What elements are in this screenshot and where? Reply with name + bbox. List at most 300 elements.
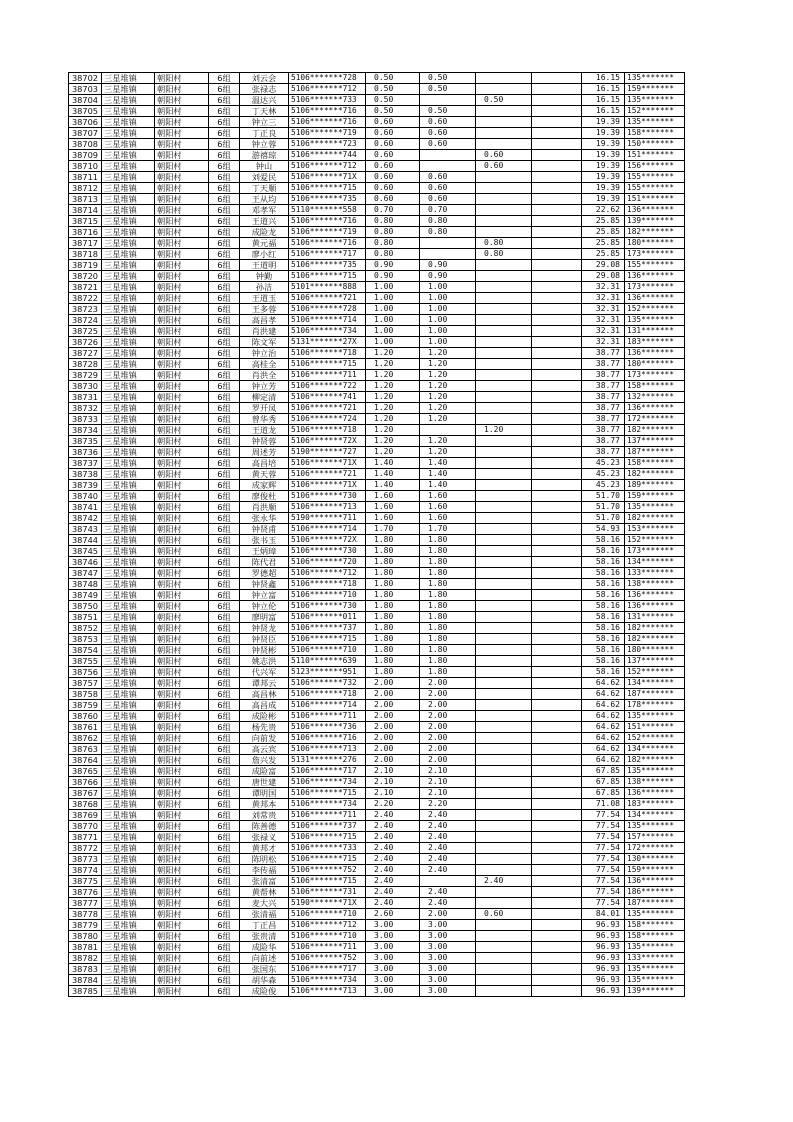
town-cell: 三星堆镇 xyxy=(102,128,155,139)
id-number-cell: 5106*******712 xyxy=(289,84,366,95)
serial-cell: 38761 xyxy=(69,722,102,733)
id-number-cell: 5106*******712 xyxy=(289,920,366,931)
area-col3-cell xyxy=(476,128,532,139)
table-row xyxy=(69,942,685,953)
group-cell: 6组 xyxy=(209,766,240,777)
area-col2-cell: 1.40 xyxy=(420,458,476,469)
amount-cell: 58.16 xyxy=(582,634,625,645)
village-cell: 朝阳村 xyxy=(155,469,209,480)
group-cell: 6组 xyxy=(209,590,240,601)
table-row xyxy=(69,909,685,920)
table-row xyxy=(69,524,685,535)
phone-cell: 182******* xyxy=(625,634,685,645)
name-cell: 钟贤蓉 xyxy=(240,436,289,447)
area-total-cell: 1.20 xyxy=(366,403,420,414)
group-cell: 6组 xyxy=(209,326,240,337)
area-col4-cell xyxy=(532,326,582,337)
group-cell: 6组 xyxy=(209,161,240,172)
serial-cell: 38744 xyxy=(69,535,102,546)
village-cell: 朝阳村 xyxy=(155,909,209,920)
id-number-cell: 5106*******710 xyxy=(289,645,366,656)
table-row xyxy=(69,205,685,216)
area-total-cell: 0.80 xyxy=(366,216,420,227)
serial-cell: 38785 xyxy=(69,986,102,997)
table-row xyxy=(69,359,685,370)
serial-cell: 38725 xyxy=(69,326,102,337)
area-col2-cell: 1.20 xyxy=(420,359,476,370)
serial-cell: 38754 xyxy=(69,645,102,656)
village-cell: 朝阳村 xyxy=(155,898,209,909)
village-cell: 朝阳村 xyxy=(155,117,209,128)
amount-cell: 54.93 xyxy=(582,524,625,535)
area-total-cell: 1.60 xyxy=(366,491,420,502)
name-cell: 周述芳 xyxy=(240,447,289,458)
area-col2-cell: 0.90 xyxy=(420,260,476,271)
id-number-cell: 5106*******731 xyxy=(289,887,366,898)
town-cell: 三星堆镇 xyxy=(102,392,155,403)
area-total-cell: 1.40 xyxy=(366,469,420,480)
village-cell: 朝阳村 xyxy=(155,304,209,315)
name-cell: 代兴军 xyxy=(240,667,289,678)
area-col2-cell: 0.60 xyxy=(420,117,476,128)
amount-cell: 25.85 xyxy=(582,216,625,227)
name-cell: 丁天林 xyxy=(240,106,289,117)
phone-cell: 158******* xyxy=(625,920,685,931)
group-cell: 6组 xyxy=(209,535,240,546)
id-number-cell: 5106*******714 xyxy=(289,700,366,711)
id-number-cell: 5190*******711 xyxy=(289,513,366,524)
phone-cell: 183******* xyxy=(625,337,685,348)
area-col4-cell xyxy=(532,612,582,623)
amount-cell: 64.62 xyxy=(582,744,625,755)
phone-cell: 158******* xyxy=(625,381,685,392)
town-cell: 三星堆镇 xyxy=(102,535,155,546)
serial-cell: 38741 xyxy=(69,502,102,513)
group-cell: 6组 xyxy=(209,502,240,513)
area-total-cell: 0.60 xyxy=(366,183,420,194)
phone-cell: 173******* xyxy=(625,370,685,381)
id-number-cell: 5106*******71X xyxy=(289,458,366,469)
village-cell: 朝阳村 xyxy=(155,975,209,986)
table-row xyxy=(69,777,685,788)
group-cell: 6组 xyxy=(209,887,240,898)
area-col3-cell xyxy=(476,260,532,271)
id-number-cell: 5106*******712 xyxy=(289,161,366,172)
town-cell: 三星堆镇 xyxy=(102,843,155,854)
group-cell: 6组 xyxy=(209,238,240,249)
area-col3-cell xyxy=(476,975,532,986)
village-cell: 朝阳村 xyxy=(155,348,209,359)
table-row xyxy=(69,535,685,546)
village-cell: 朝阳村 xyxy=(155,227,209,238)
id-number-cell: 5106*******711 xyxy=(289,810,366,821)
area-col2-cell xyxy=(420,249,476,260)
id-number-cell: 5106*******728 xyxy=(289,73,366,84)
group-cell: 6组 xyxy=(209,480,240,491)
area-col3-cell xyxy=(476,172,532,183)
area-col4-cell xyxy=(532,975,582,986)
serial-cell: 38772 xyxy=(69,843,102,854)
id-number-cell: 5106*******718 xyxy=(289,348,366,359)
village-cell: 朝阳村 xyxy=(155,480,209,491)
group-cell: 6组 xyxy=(209,392,240,403)
area-col2-cell: 2.00 xyxy=(420,733,476,744)
amount-cell: 58.16 xyxy=(582,656,625,667)
table-row xyxy=(69,546,685,557)
table-row xyxy=(69,403,685,414)
serial-cell: 38734 xyxy=(69,425,102,436)
name-cell: 陈文军 xyxy=(240,337,289,348)
serial-cell: 38748 xyxy=(69,579,102,590)
serial-cell: 38773 xyxy=(69,854,102,865)
area-col2-cell: 1.00 xyxy=(420,304,476,315)
amount-cell: 19.39 xyxy=(582,128,625,139)
group-cell: 6组 xyxy=(209,612,240,623)
area-col4-cell xyxy=(532,854,582,865)
area-col3-cell: 0.80 xyxy=(476,249,532,260)
area-total-cell: 2.00 xyxy=(366,700,420,711)
amount-cell: 32.31 xyxy=(582,337,625,348)
phone-cell: 135******* xyxy=(625,975,685,986)
amount-cell: 32.31 xyxy=(582,315,625,326)
area-total-cell: 1.40 xyxy=(366,458,420,469)
table-row xyxy=(69,326,685,337)
id-number-cell: 5106*******710 xyxy=(289,590,366,601)
area-col3-cell xyxy=(476,447,532,458)
area-col2-cell: 1.80 xyxy=(420,590,476,601)
town-cell: 三星堆镇 xyxy=(102,524,155,535)
amount-cell: 38.77 xyxy=(582,447,625,458)
table-row xyxy=(69,249,685,260)
village-cell: 朝阳村 xyxy=(155,986,209,997)
phone-cell: 150******* xyxy=(625,139,685,150)
village-cell: 朝阳村 xyxy=(155,788,209,799)
village-cell: 朝阳村 xyxy=(155,194,209,205)
area-col3-cell: 1.20 xyxy=(476,425,532,436)
table-row xyxy=(69,678,685,689)
phone-cell: 156******* xyxy=(625,161,685,172)
name-cell: 黄帮林 xyxy=(240,887,289,898)
id-number-cell: 5106*******737 xyxy=(289,821,366,832)
area-col3-cell: 0.60 xyxy=(476,909,532,920)
area-total-cell: 2.10 xyxy=(366,766,420,777)
phone-cell: 152******* xyxy=(625,106,685,117)
village-cell: 朝阳村 xyxy=(155,293,209,304)
amount-cell: 96.93 xyxy=(582,964,625,975)
amount-cell: 19.39 xyxy=(582,117,625,128)
amount-cell: 71.08 xyxy=(582,799,625,810)
name-cell: 黄邦本 xyxy=(240,799,289,810)
area-col4-cell xyxy=(532,183,582,194)
name-cell: 钟立三 xyxy=(240,117,289,128)
area-col3-cell xyxy=(476,931,532,942)
area-col3-cell xyxy=(476,293,532,304)
area-col4-cell xyxy=(532,689,582,700)
town-cell: 三星堆镇 xyxy=(102,799,155,810)
village-cell: 朝阳村 xyxy=(155,612,209,623)
area-total-cell: 2.00 xyxy=(366,678,420,689)
area-col3-cell xyxy=(476,755,532,766)
table-row xyxy=(69,260,685,271)
village-cell: 朝阳村 xyxy=(155,876,209,887)
area-col3-cell xyxy=(476,722,532,733)
phone-cell: 130******* xyxy=(625,854,685,865)
area-col4-cell xyxy=(532,337,582,348)
table-row xyxy=(69,216,685,227)
phone-cell: 182******* xyxy=(625,623,685,634)
area-col4-cell xyxy=(532,425,582,436)
area-col2-cell: 0.80 xyxy=(420,216,476,227)
area-total-cell: 2.40 xyxy=(366,887,420,898)
area-col3-cell: 2.40 xyxy=(476,876,532,887)
area-col4-cell xyxy=(532,469,582,480)
area-col4-cell xyxy=(532,777,582,788)
id-number-cell: 5106*******733 xyxy=(289,95,366,106)
area-col3-cell xyxy=(476,282,532,293)
village-cell: 朝阳村 xyxy=(155,161,209,172)
area-col2-cell: 1.20 xyxy=(420,403,476,414)
area-col2-cell: 2.00 xyxy=(420,689,476,700)
id-number-cell: 5106*******737 xyxy=(289,623,366,634)
village-cell: 朝阳村 xyxy=(155,458,209,469)
serial-cell: 38769 xyxy=(69,810,102,821)
group-cell: 6组 xyxy=(209,975,240,986)
table-row xyxy=(69,667,685,678)
name-cell: 钟贤鑫 xyxy=(240,579,289,590)
phone-cell: 159******* xyxy=(625,865,685,876)
serial-cell: 38706 xyxy=(69,117,102,128)
phone-cell: 173******* xyxy=(625,546,685,557)
id-number-cell: 5106*******741 xyxy=(289,392,366,403)
area-total-cell: 1.20 xyxy=(366,348,420,359)
name-cell: 谭邦云 xyxy=(240,678,289,689)
group-cell: 6组 xyxy=(209,634,240,645)
village-cell: 朝阳村 xyxy=(155,315,209,326)
area-col3-cell xyxy=(476,766,532,777)
area-col4-cell xyxy=(532,414,582,425)
table-row xyxy=(69,920,685,931)
area-col2-cell: 1.20 xyxy=(420,414,476,425)
area-col4-cell xyxy=(532,865,582,876)
id-number-cell: 5106*******715 xyxy=(289,271,366,282)
phone-cell: 131******* xyxy=(625,612,685,623)
phone-cell: 155******* xyxy=(625,172,685,183)
area-col2-cell: 1.20 xyxy=(420,348,476,359)
area-total-cell: 2.10 xyxy=(366,777,420,788)
amount-cell: 38.77 xyxy=(582,403,625,414)
phone-cell: 182******* xyxy=(625,513,685,524)
area-col3-cell xyxy=(476,656,532,667)
town-cell: 三星堆镇 xyxy=(102,359,155,370)
area-total-cell: 2.00 xyxy=(366,733,420,744)
serial-cell: 38714 xyxy=(69,205,102,216)
id-number-cell: 5106*******716 xyxy=(289,106,366,117)
id-number-cell: 5106*******72X xyxy=(289,535,366,546)
area-total-cell: 1.00 xyxy=(366,337,420,348)
amount-cell: 84.01 xyxy=(582,909,625,920)
area-col4-cell xyxy=(532,568,582,579)
group-cell: 6组 xyxy=(209,128,240,139)
id-number-cell: 5106*******715 xyxy=(289,359,366,370)
town-cell: 三星堆镇 xyxy=(102,711,155,722)
town-cell: 三星堆镇 xyxy=(102,183,155,194)
area-col2-cell: 1.80 xyxy=(420,645,476,656)
area-col2-cell: 3.00 xyxy=(420,931,476,942)
area-col3-cell xyxy=(476,227,532,238)
id-number-cell: 5106*******713 xyxy=(289,986,366,997)
phone-cell: 134******* xyxy=(625,678,685,689)
area-col3-cell xyxy=(476,579,532,590)
area-col2-cell: 2.20 xyxy=(420,799,476,810)
id-number-cell: 5106*******717 xyxy=(289,964,366,975)
phone-cell: 187******* xyxy=(625,898,685,909)
table-row xyxy=(69,733,685,744)
area-total-cell: 2.00 xyxy=(366,711,420,722)
group-cell: 6组 xyxy=(209,601,240,612)
amount-cell: 51.70 xyxy=(582,502,625,513)
table-row xyxy=(69,557,685,568)
area-col4-cell xyxy=(532,667,582,678)
area-col3-cell xyxy=(476,392,532,403)
table-row xyxy=(69,887,685,898)
area-col2-cell: 1.00 xyxy=(420,293,476,304)
town-cell: 三星堆镇 xyxy=(102,227,155,238)
serial-cell: 38715 xyxy=(69,216,102,227)
table-row xyxy=(69,634,685,645)
name-cell: 钟贤彬 xyxy=(240,645,289,656)
id-number-cell: 5106*******732 xyxy=(289,678,366,689)
group-cell: 6组 xyxy=(209,755,240,766)
town-cell: 三星堆镇 xyxy=(102,370,155,381)
area-col4-cell xyxy=(532,491,582,502)
name-cell: 高云宾 xyxy=(240,744,289,755)
group-cell: 6组 xyxy=(209,150,240,161)
town-cell: 三星堆镇 xyxy=(102,205,155,216)
serial-cell: 38735 xyxy=(69,436,102,447)
table-row xyxy=(69,315,685,326)
area-col4-cell xyxy=(532,150,582,161)
name-cell: 曾华秀 xyxy=(240,414,289,425)
town-cell: 三星堆镇 xyxy=(102,282,155,293)
area-total-cell: 0.90 xyxy=(366,260,420,271)
serial-cell: 38722 xyxy=(69,293,102,304)
amount-cell: 58.16 xyxy=(582,535,625,546)
amount-cell: 77.54 xyxy=(582,876,625,887)
village-cell: 朝阳村 xyxy=(155,238,209,249)
phone-cell: 186******* xyxy=(625,887,685,898)
name-cell: 王道玉 xyxy=(240,293,289,304)
id-number-cell: 5106*******711 xyxy=(289,942,366,953)
village-cell: 朝阳村 xyxy=(155,436,209,447)
serial-cell: 38756 xyxy=(69,667,102,678)
amount-cell: 96.93 xyxy=(582,942,625,953)
amount-cell: 29.08 xyxy=(582,260,625,271)
serial-cell: 38711 xyxy=(69,172,102,183)
area-col4-cell xyxy=(532,744,582,755)
amount-cell: 64.62 xyxy=(582,700,625,711)
village-cell: 朝阳村 xyxy=(155,579,209,590)
town-cell: 三星堆镇 xyxy=(102,260,155,271)
name-cell: 张清富 xyxy=(240,876,289,887)
area-col4-cell xyxy=(532,931,582,942)
name-cell: 成险彬 xyxy=(240,711,289,722)
serial-cell: 38710 xyxy=(69,161,102,172)
group-cell: 6组 xyxy=(209,447,240,458)
table-row xyxy=(69,161,685,172)
table-row xyxy=(69,172,685,183)
town-cell: 三星堆镇 xyxy=(102,579,155,590)
area-col2-cell xyxy=(420,876,476,887)
area-total-cell: 1.80 xyxy=(366,568,420,579)
phone-cell: 139******* xyxy=(625,216,685,227)
area-total-cell: 1.60 xyxy=(366,502,420,513)
phone-cell: 134******* xyxy=(625,557,685,568)
area-col2-cell: 1.80 xyxy=(420,612,476,623)
serial-cell: 38766 xyxy=(69,777,102,788)
area-col3-cell xyxy=(476,304,532,315)
id-number-cell: 5110*******558 xyxy=(289,205,366,216)
amount-cell: 64.62 xyxy=(582,733,625,744)
town-cell: 三星堆镇 xyxy=(102,568,155,579)
area-col2-cell: 0.60 xyxy=(420,128,476,139)
area-col2-cell: 2.00 xyxy=(420,678,476,689)
area-col4-cell xyxy=(532,810,582,821)
area-total-cell: 1.70 xyxy=(366,524,420,535)
village-cell: 朝阳村 xyxy=(155,183,209,194)
amount-cell: 77.54 xyxy=(582,810,625,821)
group-cell: 6组 xyxy=(209,777,240,788)
area-total-cell: 1.20 xyxy=(366,381,420,392)
group-cell: 6组 xyxy=(209,546,240,557)
amount-cell: 58.16 xyxy=(582,612,625,623)
area-col4-cell xyxy=(532,348,582,359)
area-total-cell: 0.50 xyxy=(366,84,420,95)
amount-cell: 19.39 xyxy=(582,161,625,172)
serial-cell: 38758 xyxy=(69,689,102,700)
serial-cell: 38737 xyxy=(69,458,102,469)
village-cell: 朝阳村 xyxy=(155,645,209,656)
name-cell: 詹兴发 xyxy=(240,755,289,766)
group-cell: 6组 xyxy=(209,568,240,579)
name-cell: 钟贤臣 xyxy=(240,634,289,645)
amount-cell: 64.62 xyxy=(582,689,625,700)
area-col4-cell xyxy=(532,601,582,612)
area-col3-cell xyxy=(476,634,532,645)
town-cell: 三星堆镇 xyxy=(102,909,155,920)
area-col4-cell xyxy=(532,194,582,205)
amount-cell: 58.16 xyxy=(582,546,625,557)
amount-cell: 38.77 xyxy=(582,425,625,436)
area-col2-cell: 2.40 xyxy=(420,887,476,898)
area-col4-cell xyxy=(532,84,582,95)
group-cell: 6组 xyxy=(209,436,240,447)
phone-cell: 159******* xyxy=(625,491,685,502)
serial-cell: 38743 xyxy=(69,524,102,535)
area-col4-cell xyxy=(532,359,582,370)
serial-cell: 38721 xyxy=(69,282,102,293)
name-cell: 刘常贵 xyxy=(240,810,289,821)
name-cell: 成险华 xyxy=(240,942,289,953)
name-cell: 丁正昌 xyxy=(240,920,289,931)
phone-cell: 180******* xyxy=(625,645,685,656)
serial-cell: 38717 xyxy=(69,238,102,249)
amount-cell: 96.93 xyxy=(582,953,625,964)
area-total-cell: 1.80 xyxy=(366,579,420,590)
group-cell: 6组 xyxy=(209,931,240,942)
village-cell: 朝阳村 xyxy=(155,205,209,216)
area-col4-cell xyxy=(532,436,582,447)
area-col3-cell xyxy=(476,777,532,788)
